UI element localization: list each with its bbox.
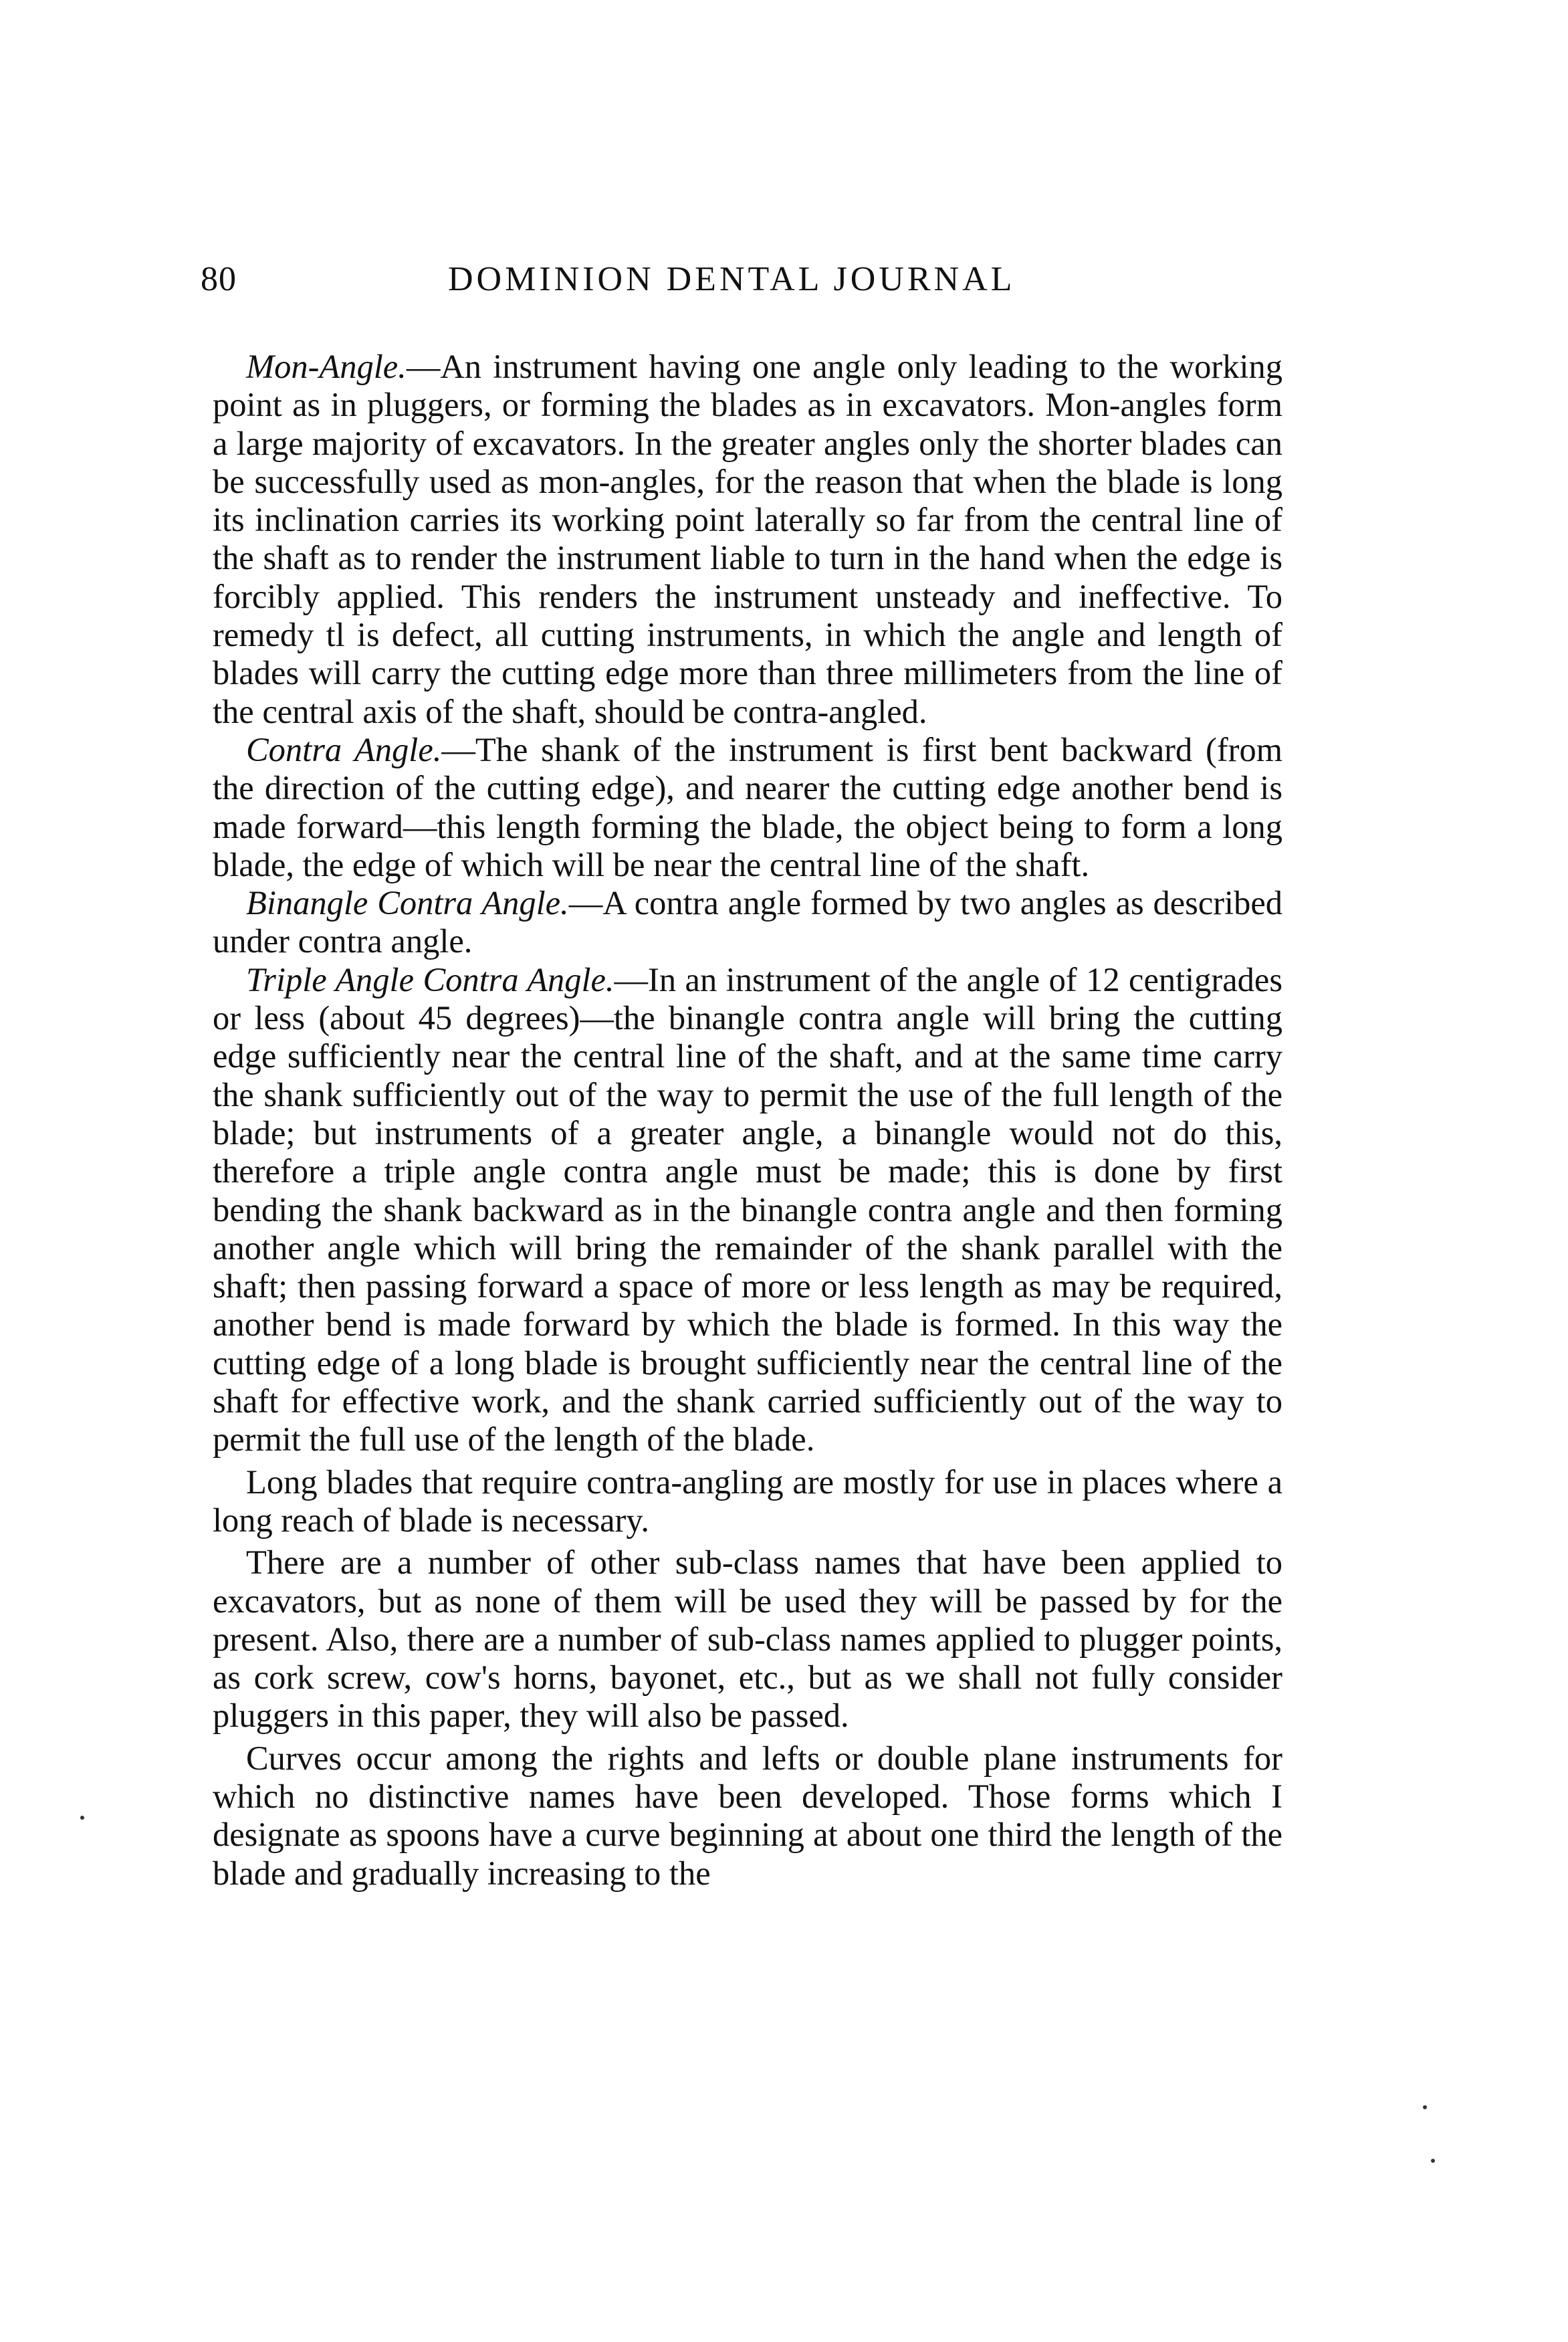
paragraph-triple-angle-contra-angle [213,961,1282,1459]
paragraph-text: —An instrument having one angle only leading to the working point as in pluggers, or forming the blades as in excavators. Mon-angles form a large majority of excavators. In the greater angles only the shorter blades can be successfully used as mon-angles, for the reason that when the blade is long its inclination carries its working point laterally so far from the central line of the shaft as to render the instrument liable to turn in the hand when the edge is forcibly applied. This renders the instrument unsteady and ineffective. To remedy tl is defect, all cutting instruments, in which the angle and length of blades will carry the cutting edge more than three millimeters from the line of the central axis of the shaft, should be contra-angled. [213,348,1282,730]
paragraph-text: Long blades that require contra-angling are mostly for use in places where a long reach of blade is necessary. [213,1463,1282,1539]
paragraph-long-blades [213,1463,1282,1540]
margin-speck [1423,2105,1427,2109]
page-number: 80 [201,260,237,298]
term-mon-angle: Mon-Angle. [246,348,407,385]
article-body [213,348,1282,1893]
margin-speck [1431,2159,1435,2163]
paragraph-sub-class-names [213,1543,1282,1735]
term-binangle-contra-angle: Binangle Contra Angle. [246,884,569,922]
term-triple-angle-contra-angle: Triple Angle Contra Angle. [246,960,614,998]
running-title: DOMINION DENTAL JOURNAL [448,260,1016,298]
paragraph-binangle-contra-angle [213,884,1282,961]
margin-speck [80,1816,84,1820]
paragraph-text: —A contra angle formed by two angles as described under contra angle. [213,884,1282,960]
paragraph-contra-angle [213,731,1282,884]
paragraph-text: There are a number of other sub-class names that have been applied to excavators, but as none of them will be used they will be passed by for the present. Also, there are a number of sub-class names applied to plugger points, as cork screw, cow's horns, bayonet, etc., but as we shall not fully consider pluggers in this paper, they will also be passed. [213,1543,1282,1735]
term-contra-angle: Contra Angle. [246,730,442,768]
page-header [201,259,1280,306]
paragraph-text: —The shank of the instrument is first bent backward (from the direction of the cutting edge), and nearer the cutting edge another bend is made forward—this length forming the blade, the object being to form a long blade, the edge of which will be near the central line of the shaft. [213,730,1282,883]
paragraph-text: —In an instrument of the angle of 12 centigrades or less (about 45 degrees)—the binangle contra angle will bring the cutting edge sufficiently near the central line of the shaft, and at the same time carry the shank sufficiently out of the way to permit the use of the full length of the blade; but instruments of a greater angle, a binangle would not do this, therefore a triple angle contra angle must be made; this is done by first bending the shank backward as in the binangle contra angle and then forming another angle which will bring the remainder of the shank parallel with the shaft; then passing forward a space of more or less length as may be required, another bend is made forward by which the blade is formed. In this way the cutting edge of a long blade is brought sufficiently near the central line of the shaft for effective work, and the shank carried sufficiently out of the way to permit the full use of the length of the blade. [213,960,1282,1459]
paragraph-curves [213,1739,1282,1893]
paragraph-mon-angle [213,348,1282,731]
paragraph-text: Curves occur among the rights and lefts or double plane instruments for which no distinctive names have been developed. Those forms which I designate as spoons have a curve beginning at about one third the length of the blade and gradually increasing to the [213,1739,1282,1892]
